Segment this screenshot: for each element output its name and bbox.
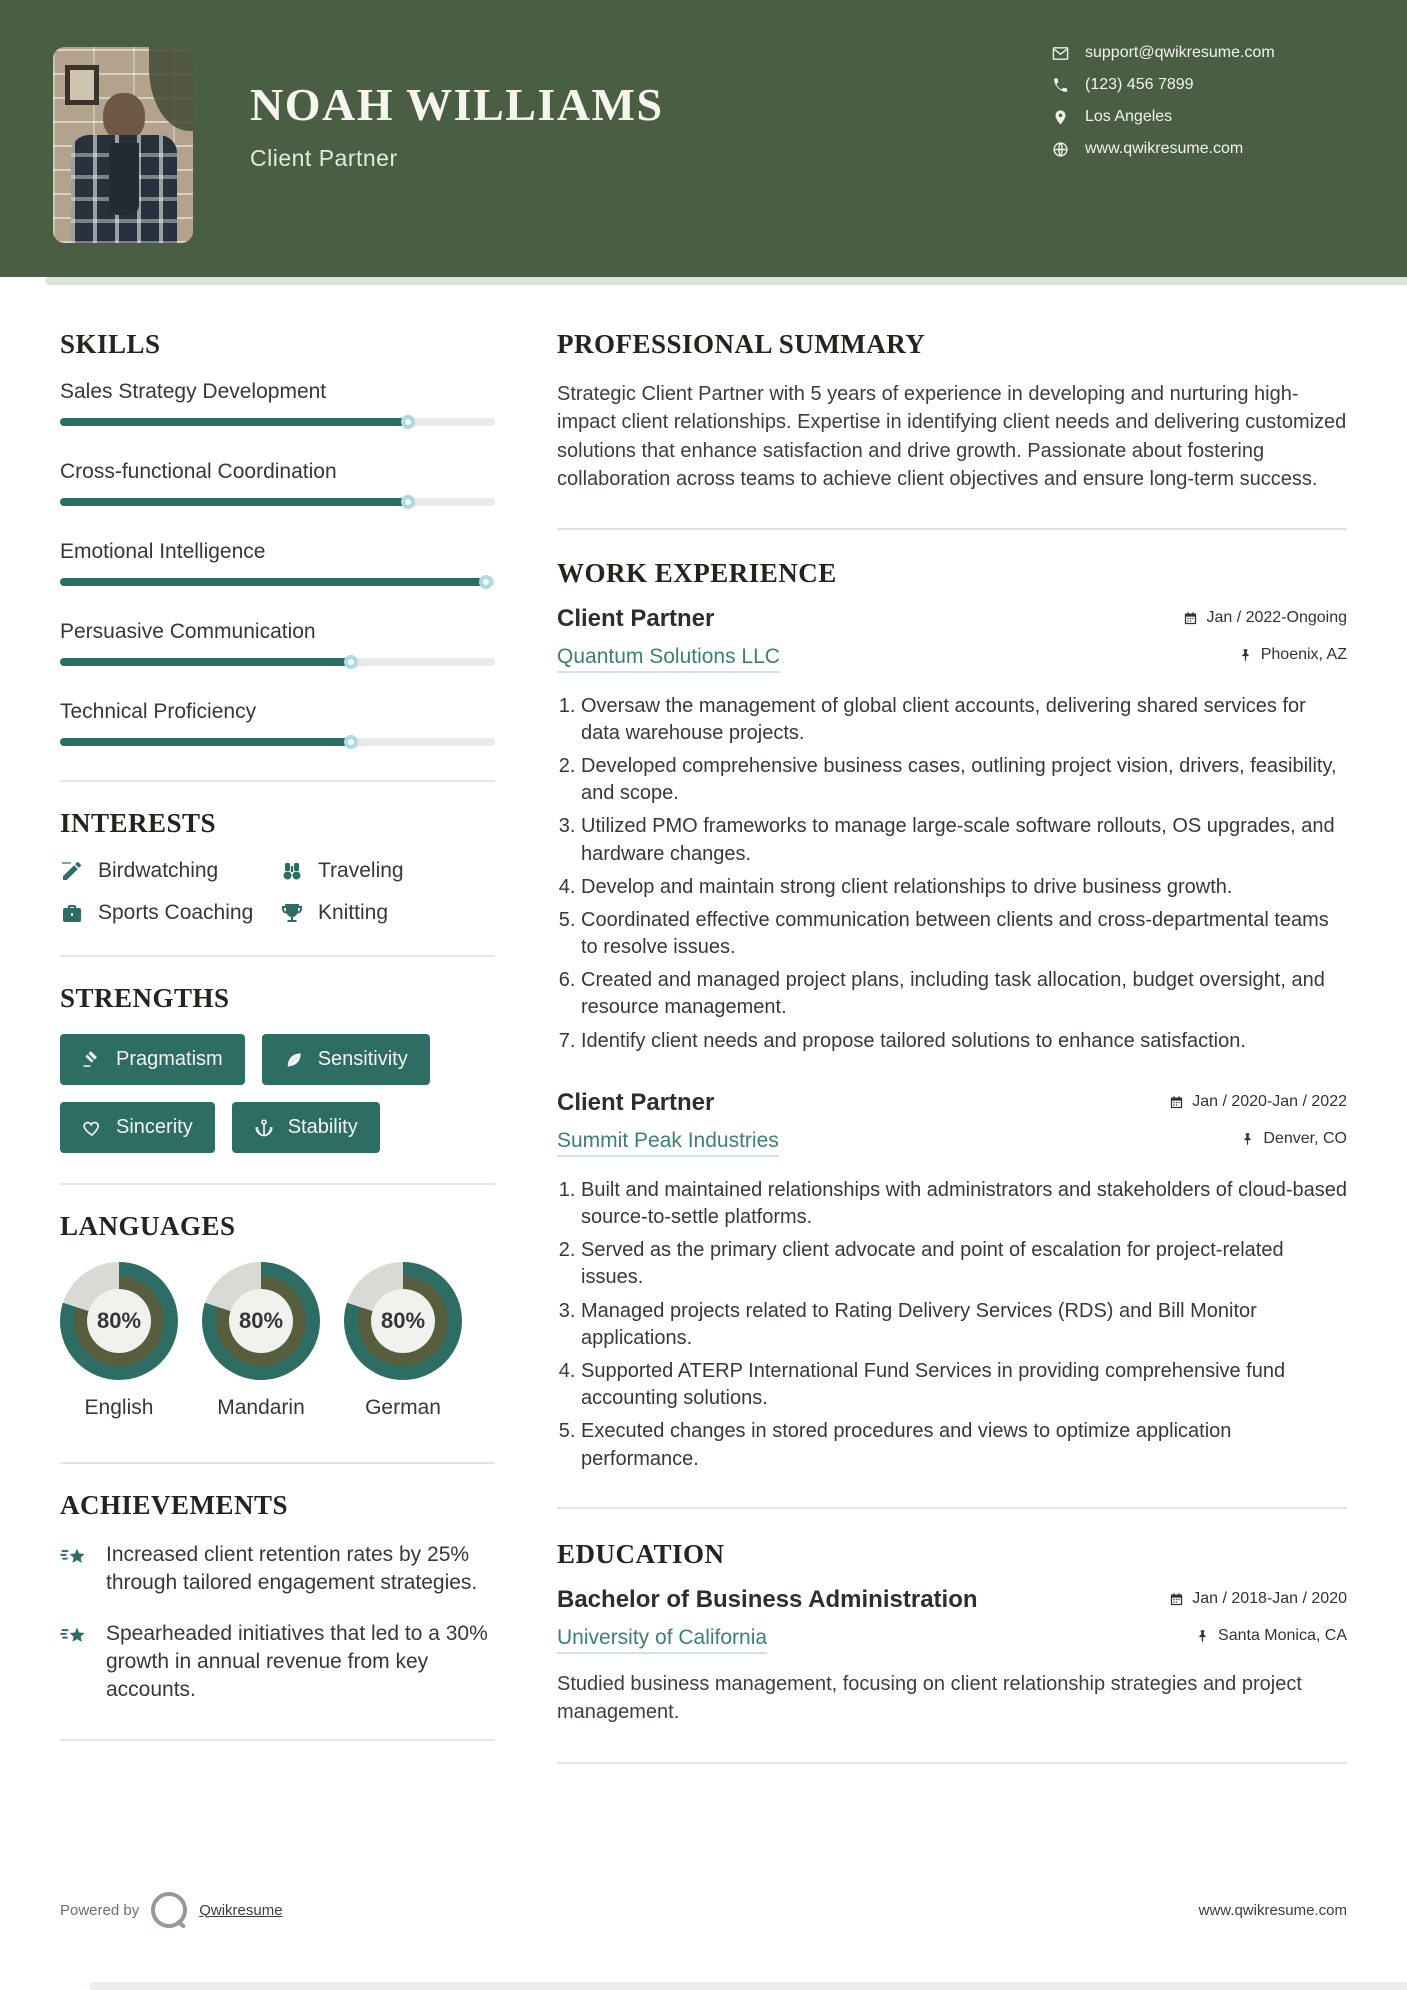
job-bullet: 4. Supported ATERP International Fund Services in providing comprehensive fund accounting solutions. [581, 1358, 1347, 1412]
job-bullet-list [581, 1177, 1347, 1473]
summary-text: Strategic Client Partner with 5 years of experience in developing and nurturing high-impact client relationships. Expertise in identifying client needs and delivering customized solutions that enhance satisfaction and drive growth. Passionate about fostering collaboration across teams to achieve client objectives and ensure long-term success. [557, 383, 1347, 491]
language-percent: 80% [371, 1289, 435, 1353]
job-bullet: 2. Developed comprehensive business cases, outlining project vision, drivers, feasibility, and scope. [581, 753, 1347, 807]
binoculars-icon [280, 859, 304, 883]
resume-body [0, 285, 1407, 1790]
job-dates-text: Jan / 2020-Jan / 2022 [1192, 1093, 1347, 1111]
job-bullet: 3. Utilized PMO frameworks to manage large-scale software rollouts, OS upgrades, and hardware changes. [581, 813, 1347, 867]
person-title: Client Partner [250, 145, 398, 171]
language-percent: 80% [87, 1289, 151, 1353]
education-heading: EDUCATION [557, 1538, 725, 1569]
skill-slider[interactable] [60, 498, 495, 506]
job-bullet: 1. Built and maintained relationships with administrators and stakeholders of cloud-based source-to-settle platforms. [581, 1177, 1347, 1231]
interest-label: Knitting [318, 901, 389, 924]
qwikresume-logo [151, 1892, 187, 1928]
education-location-text: Santa Monica, CA [1218, 1627, 1347, 1645]
interest-label: Traveling [318, 859, 404, 882]
interest-item [280, 901, 495, 925]
job-bullet: 4. Develop and maintain strong client relationships to drive business growth. [581, 874, 1347, 901]
language-label: German [365, 1396, 441, 1419]
language-item [60, 1262, 178, 1420]
section-divider [60, 1462, 495, 1464]
job-title: Client Partner [557, 1088, 715, 1116]
strength-label: Stability [287, 1116, 358, 1138]
job-bullet: 1. Oversaw the management of global client accounts, delivering shared services for data warehouse projects. [581, 693, 1347, 747]
strengths-list [60, 1034, 495, 1153]
trophy-icon [280, 901, 304, 925]
interest-item [60, 901, 280, 925]
qwikresume-link[interactable]: Qwikresume [199, 1901, 283, 1919]
shooting-star-icon [60, 1543, 90, 1573]
skill-item [60, 460, 495, 506]
left-column [60, 329, 495, 1790]
languages-list [60, 1262, 495, 1420]
section-divider [557, 528, 1347, 530]
shooting-star-icon [60, 1622, 90, 1652]
contact-phone [1052, 76, 1275, 94]
photo-person-head [103, 93, 145, 141]
education-description: Studied business management, focusing on client relationship strategies and project management. [557, 1672, 1302, 1723]
slider-knob[interactable] [401, 415, 415, 429]
job-location-text: Denver, CO [1263, 1130, 1347, 1148]
slider-knob[interactable] [344, 655, 358, 669]
slider-knob[interactable] [344, 735, 358, 749]
powered-by-label: Powered by [60, 1901, 140, 1919]
language-item [202, 1262, 320, 1420]
education-location [1195, 1627, 1347, 1645]
skill-slider[interactable] [60, 418, 495, 426]
skill-item [60, 380, 495, 426]
calendar-icon [1169, 1592, 1184, 1607]
job-entry [557, 1089, 1347, 1473]
achievement-text: Increased client retention rates by 25% through tailored engagement strategies. [106, 1543, 478, 1595]
education-dates [1169, 1590, 1347, 1608]
skill-item [60, 620, 495, 666]
job-bullet-list [581, 693, 1347, 1055]
language-donut-chart [60, 1262, 178, 1380]
pushpin-icon [1238, 648, 1253, 663]
strength-label: Pragmatism [116, 1048, 223, 1070]
interest-label: Birdwatching [98, 859, 219, 882]
contact-website[interactable] [1052, 140, 1275, 158]
heart-icon [82, 1118, 102, 1138]
skills-heading: SKILLS [60, 329, 161, 359]
achievements-heading: ACHIEVEMENTS [60, 1490, 289, 1520]
job-location [1238, 646, 1347, 664]
job-dates [1169, 1093, 1347, 1111]
degree-title: Bachelor of Business Administration [557, 1585, 978, 1613]
contact-location [1052, 108, 1275, 126]
strength-chip [232, 1102, 380, 1153]
skill-label: Sales Strategy Development [60, 380, 327, 403]
contact-block [1052, 44, 1275, 158]
slider-knob[interactable] [479, 575, 493, 589]
contact-location-text: Los Angeles [1085, 108, 1173, 125]
footer-website-link[interactable]: www.qwikresume.com [1198, 1901, 1347, 1919]
pushpin-icon [1240, 1132, 1255, 1147]
contact-email-text: support@qwikresume.com [1085, 44, 1275, 61]
section-divider [557, 1762, 1347, 1764]
identity-block [250, 78, 664, 172]
education-entry [557, 1586, 1347, 1726]
calendar-icon [1169, 1095, 1184, 1110]
contact-phone-text: (123) 456 7899 [1085, 76, 1194, 93]
section-divider [60, 1739, 495, 1741]
languages-heading: LANGUAGES [60, 1211, 236, 1241]
section-divider [60, 780, 495, 782]
job-dates-text: Jan / 2022-Ongoing [1206, 609, 1347, 627]
leaf-icon [284, 1050, 304, 1070]
job-bullet: 5. Executed changes in stored procedures and views to optimize application performance. [581, 1418, 1347, 1472]
skill-label: Persuasive Communication [60, 620, 316, 643]
skill-slider[interactable] [60, 578, 495, 586]
phone-icon [1052, 77, 1069, 94]
job-bullet: 5. Coordinated effective communication between clients and cross-departmental teams to resolve issues. [581, 907, 1347, 961]
job-location [1240, 1130, 1347, 1148]
language-item [344, 1262, 462, 1420]
profile-photo [53, 47, 193, 243]
section-divider [60, 955, 495, 957]
briefcase-icon [60, 901, 84, 925]
photo-person-tshirt [109, 143, 139, 215]
summary-heading: PROFESSIONAL SUMMARY [557, 329, 926, 359]
education-dates-text: Jan / 2018-Jan / 2020 [1192, 1590, 1347, 1608]
job-bullet: 7. Identify client needs and propose tailored solutions to enhance satisfaction. [581, 1028, 1347, 1055]
interests-list [60, 859, 495, 925]
job-bullet: 6. Created and managed project plans, including task allocation, budget oversight, and resource management. [581, 967, 1347, 1021]
pencil-icon [60, 859, 84, 883]
skill-item [60, 540, 495, 586]
achievement-item [60, 1541, 495, 1598]
interest-item [280, 859, 495, 883]
job-company[interactable]: Summit Peak Industries [557, 1129, 779, 1157]
footer-branding [60, 1892, 283, 1928]
gavel-icon [82, 1050, 102, 1070]
strength-chip [262, 1034, 430, 1085]
language-donut-chart [202, 1262, 320, 1380]
achievement-item [60, 1620, 495, 1705]
interest-item [60, 859, 280, 883]
strengths-heading: STRENGTHS [60, 983, 230, 1013]
slider-knob[interactable] [401, 495, 415, 509]
strength-label: Sincerity [116, 1116, 193, 1138]
school-name[interactable]: University of California [557, 1626, 767, 1654]
location-pin-icon [1052, 109, 1069, 126]
job-bullet: 3. Managed projects related to Rating Delivery Services (RDS) and Bill Monitor applications. [581, 1298, 1347, 1352]
skill-label: Cross-functional Coordination [60, 460, 337, 483]
contact-email[interactable] [1052, 44, 1275, 62]
globe-icon [1052, 141, 1069, 158]
job-title: Client Partner [557, 604, 715, 632]
language-label: English [84, 1396, 154, 1419]
interest-label: Sports Coaching [98, 901, 254, 924]
job-entry [557, 605, 1347, 1055]
job-company[interactable]: Quantum Solutions LLC [557, 645, 780, 673]
experience-heading: WORK EXPERIENCE [557, 557, 837, 588]
calendar-icon [1183, 611, 1198, 626]
header-accent-strip [45, 277, 1407, 285]
skill-slider[interactable] [60, 738, 495, 746]
skill-slider[interactable] [60, 658, 495, 666]
skill-label: Technical Proficiency [60, 700, 257, 723]
header-banner [0, 0, 1407, 277]
job-dates [1183, 609, 1347, 627]
language-donut-chart [344, 1262, 462, 1380]
envelope-icon [1052, 45, 1069, 62]
right-column [557, 329, 1347, 1790]
section-divider [60, 1183, 495, 1185]
person-name: NOAH WILLIAMS [250, 79, 664, 130]
skill-item [60, 700, 495, 746]
job-bullet: 2. Served as the primary client advocate and point of escalation for project-related issues. [581, 1237, 1347, 1291]
page-edge-strip [90, 1982, 1407, 1990]
contact-website-text: www.qwikresume.com [1085, 140, 1244, 157]
language-label: Mandarin [217, 1396, 305, 1419]
photo-picture-frame [65, 65, 99, 105]
language-percent: 80% [229, 1289, 293, 1353]
skill-label: Emotional Intelligence [60, 540, 266, 563]
strength-chip [60, 1034, 245, 1085]
interests-heading: INTERESTS [60, 808, 217, 838]
job-location-text: Phoenix, AZ [1260, 646, 1347, 664]
pushpin-icon [1195, 1629, 1210, 1644]
anchor-icon [254, 1118, 274, 1138]
section-divider [557, 1507, 1347, 1509]
footer [60, 1892, 1347, 1928]
strength-chip [60, 1102, 215, 1153]
strength-label: Sensitivity [317, 1048, 408, 1070]
achievement-text: Spearheaded initiatives that led to a 30% growth in annual revenue from key accounts. [106, 1621, 488, 1702]
